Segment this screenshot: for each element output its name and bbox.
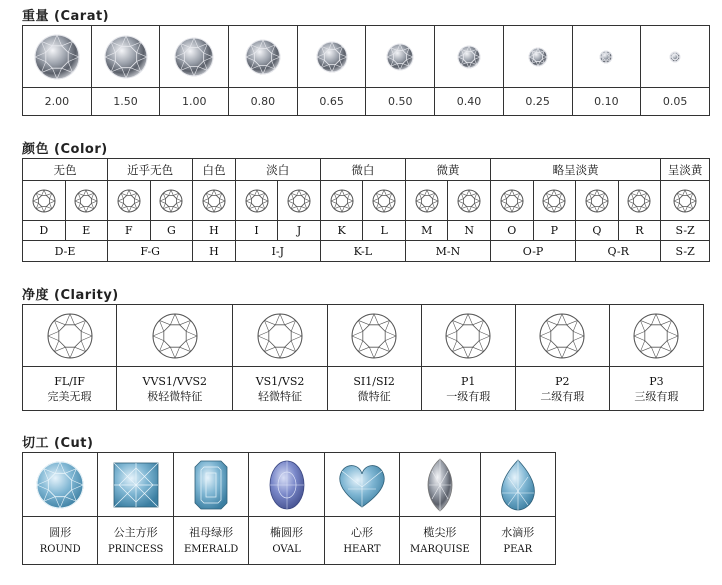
color-grade-letter: K [320,221,363,241]
color-grade-letter: P [533,221,576,241]
carat-image-cell [160,26,229,88]
color-grade-range: H [193,241,236,262]
carat-value: 0.10 [572,88,641,116]
cut-name-en: OVAL [272,543,301,555]
cut-label-cell [249,517,324,565]
carat-value: 0.50 [366,88,435,116]
clarity-code: P3 [649,374,664,388]
clarity-label-cell [515,367,609,411]
cut-image-cell [400,453,480,517]
cut-label-cell [400,517,480,565]
clarity-code: VVS1/VVS2 [142,374,208,388]
color-group-header: 白色 [193,159,236,181]
carat-value: 0.40 [435,88,504,116]
carat-value: 1.00 [160,88,229,116]
carat-value: 0.05 [641,88,710,116]
cut-name-cn: 圆形 [49,525,72,539]
clarity-diamond-outline-icon [44,310,96,362]
cut-image-cell [324,453,399,517]
clarity-code: SI1/SI2 [353,374,395,388]
cut-name-en: PEAR [503,543,533,555]
color-grade-range: S-Z [661,241,710,262]
color-grade-image-cell [235,181,278,221]
diamond-icon [32,32,82,82]
clarity-table [22,304,704,411]
marquise-diamond-icon [412,457,468,513]
carat-value: 2.00 [23,88,92,116]
cut-image-cell [98,453,173,517]
clarity-label-cell [327,367,421,411]
carat-image-cell [229,26,298,88]
cut-section-title: 切工 (Cut) [22,436,94,451]
clarity-name: 二级有瑕 [540,389,585,403]
clarity-label-cell [23,367,117,411]
clarity-code: P1 [461,374,476,388]
color-diamond-outline-icon [670,186,700,216]
emerald-diamond-icon [183,457,239,513]
color-grade-image-cell [363,181,406,221]
color-grade-letter: O [491,221,534,241]
cut-name-en: PRINCESS [107,543,164,555]
cut-name-cn: 榄尖形 [423,525,457,539]
color-grade-image-cell [150,181,193,221]
clarity-image-cell [515,305,609,367]
cut-table [22,452,556,565]
clarity-label-cell [421,367,515,411]
clarity-diamond-outline-icon [536,310,588,362]
color-grade-image-cell [65,181,108,221]
clarity-code: P2 [555,374,570,388]
color-diamond-outline-icon [582,186,612,216]
cut-name-en: MARQUISE [410,543,470,555]
color-grade-image-cell [576,181,619,221]
color-grade-image-cell [193,181,236,221]
carat-image-cell [366,26,435,88]
color-grade-range: M-N [405,241,490,262]
color-grade-image-cell [661,181,710,221]
color-grade-image-cell [320,181,363,221]
color-diamond-outline-icon [454,186,484,216]
color-group-header: 近乎无色 [108,159,193,181]
color-grade-letter: R [618,221,661,241]
diamond-icon [581,32,631,82]
color-group-header: 微白 [320,159,405,181]
color-grade-letter: L [363,221,406,241]
color-grade-image-cell [405,181,448,221]
color-grade-image-cell [108,181,151,221]
cut-image-cell [23,453,98,517]
clarity-label-cell [609,367,703,411]
carat-value: 0.65 [297,88,366,116]
clarity-code: VS1/VS2 [255,374,305,388]
color-grade-image-cell [491,181,534,221]
color-grade-range: I-J [235,241,320,262]
color-diamond-outline-icon [156,186,186,216]
cut-label-cell [98,517,173,565]
cut-name-en: ROUND [39,543,81,555]
color-grade-letter: Q [576,221,619,241]
clarity-name: 一级有瑕 [446,389,491,403]
color-group-header: 略呈淡黄 [491,159,661,181]
clarity-diamond-outline-icon [149,310,201,362]
color-grade-image-cell [533,181,576,221]
carat-image-cell [297,26,366,88]
diamond-icon [513,32,563,82]
color-grade-letter: N [448,221,491,241]
color-grade-letter: F [108,221,151,241]
diamond-icon [238,32,288,82]
carat-image-cell [435,26,504,88]
color-grade-image-cell [278,181,321,221]
clarity-diamond-outline-icon [348,310,400,362]
color-grade-letter: S-Z [661,221,710,241]
clarity-name: 三级有瑕 [634,389,679,403]
color-table [22,158,710,262]
clarity-name: 微特征 [357,389,391,403]
color-diamond-outline-icon [284,186,314,216]
clarity-section-title: 净度 (Clarity) [22,288,119,303]
color-group-header: 微黄 [405,159,490,181]
cut-image-cell [249,453,324,517]
cut-name-en: EMERALD [183,543,239,555]
color-grade-range: F-G [108,241,193,262]
diamond-icon [375,32,425,82]
clarity-diamond-outline-icon [630,310,682,362]
color-diamond-outline-icon [327,186,357,216]
color-diamond-outline-icon [114,186,144,216]
cut-label-cell [173,517,248,565]
color-grade-range: Q-R [576,241,661,262]
color-diamond-outline-icon [242,186,272,216]
color-grade-range: D-E [23,241,108,262]
color-diamond-outline-icon [71,186,101,216]
clarity-label-cell [233,367,327,411]
carat-table [22,25,710,116]
clarity-label-cell [117,367,233,411]
cut-image-cell [173,453,248,517]
clarity-image-cell [327,305,421,367]
clarity-image-cell [233,305,327,367]
carat-image-cell [641,26,710,88]
color-diamond-outline-icon [497,186,527,216]
diamond-icon [650,32,700,82]
color-grade-letter: J [278,221,321,241]
carat-image-cell [23,26,92,88]
cut-label-cell [324,517,399,565]
color-grade-range: O-P [491,241,576,262]
carat-value: 1.50 [91,88,160,116]
carat-image-cell [572,26,641,88]
clarity-name: 轻微特征 [258,389,303,403]
color-diamond-outline-icon [29,186,59,216]
cut-label-cell [23,517,98,565]
diamond-icon [444,32,494,82]
round-diamond-icon [32,457,88,513]
clarity-name: 完美无瑕 [47,389,92,403]
carat-value: 0.80 [229,88,298,116]
cut-name-cn: 公主方形 [113,525,158,539]
clarity-image-cell [117,305,233,367]
color-grade-letter: D [23,221,66,241]
cut-name-cn: 祖母绿形 [189,525,234,539]
color-group-header: 无色 [23,159,108,181]
color-diamond-outline-icon [412,186,442,216]
clarity-name: 极轻微特征 [147,389,203,403]
diamond-icon [307,32,357,82]
cut-name-en: HEART [343,543,381,555]
clarity-code: FL/IF [54,374,85,388]
carat-image-cell [91,26,160,88]
color-diamond-outline-icon [199,186,229,216]
carat-value: 0.25 [503,88,572,116]
color-grade-image-cell [23,181,66,221]
pear-diamond-icon [490,457,546,513]
carat-image-cell [503,26,572,88]
color-grade-letter: M [405,221,448,241]
color-diamond-outline-icon [539,186,569,216]
heart-diamond-icon [334,457,390,513]
color-diamond-outline-icon [624,186,654,216]
color-grade-letter: I [235,221,278,241]
clarity-image-cell [609,305,703,367]
color-grade-image-cell [618,181,661,221]
clarity-diamond-outline-icon [254,310,306,362]
color-diamond-outline-icon [369,186,399,216]
color-group-header: 呈淡黄 [661,159,710,181]
clarity-image-cell [421,305,515,367]
color-section-title: 颜色 (Color) [22,142,108,157]
cut-label-cell [480,517,555,565]
princess-diamond-icon [108,457,164,513]
carat-section-title: 重量 (Carat) [22,9,110,24]
cut-name-cn: 水滴形 [501,525,535,539]
diamond-icon [169,32,219,82]
color-grade-range: K-L [320,241,405,262]
cut-name-cn: 椭圆形 [270,525,304,539]
color-grade-letter: H [193,221,236,241]
color-grade-letter: G [150,221,193,241]
clarity-diamond-outline-icon [442,310,494,362]
color-grade-image-cell [448,181,491,221]
clarity-image-cell [23,305,117,367]
color-group-header: 淡白 [235,159,320,181]
cut-name-cn: 心形 [350,525,373,539]
diamond-icon [101,32,151,82]
oval-diamond-icon [259,457,315,513]
cut-image-cell [480,453,555,517]
color-grade-letter: E [65,221,108,241]
